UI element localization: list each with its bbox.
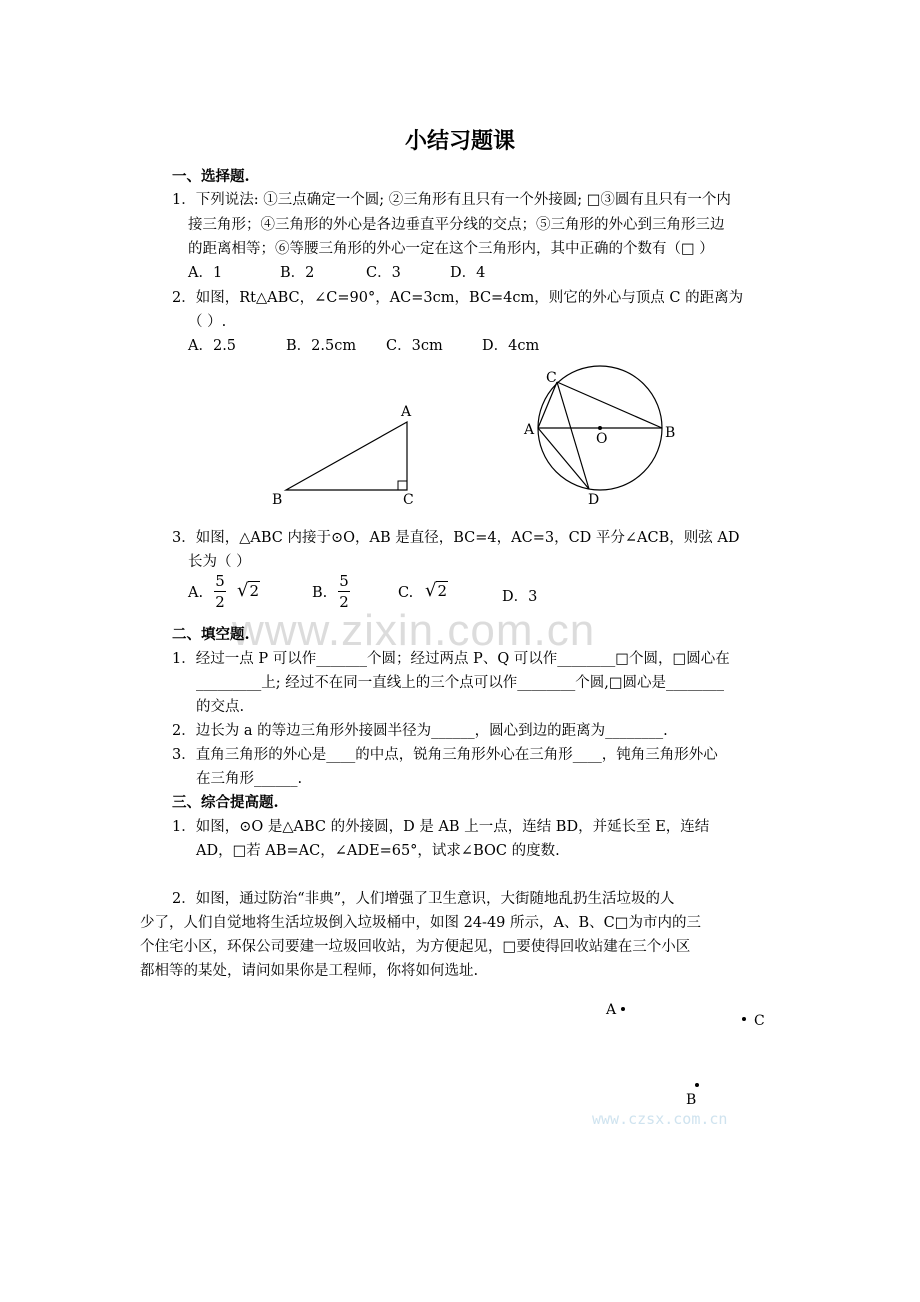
section-heading-comprehensive: 三、综合提高题. xyxy=(172,794,279,811)
page-title: 小结习题课 xyxy=(404,128,515,154)
radicand: 2 xyxy=(249,582,260,600)
fill-q2-line1: 2．边长为 a 的等边三角形外接圆半径为______，圆心到边的距离为________. xyxy=(172,723,668,739)
q1-line1: 1．下列说法: ①三点确定一个圆; ②三角形有且只有一个外接圆; □③圆有且只有一个内 xyxy=(172,192,731,208)
fig1-label-a: A xyxy=(401,404,412,420)
fill-q1-line1: 1．经过一点 P 可以作_______个圆；经过两点 P、Q 可以作________□个圆，□圆心在 xyxy=(172,651,730,667)
fill-q3-line2: 在三角形______. xyxy=(196,771,303,787)
q3-option-d: D．3 xyxy=(502,589,538,605)
fill-q3-line1: 3．直角三角形的外心是____的中点，锐角三角形外心在三角形____，钝角三角形外心 xyxy=(172,747,718,763)
q3-line2: 长为（ ） xyxy=(188,554,251,570)
point-b xyxy=(695,1083,699,1087)
fig2-label-c: C xyxy=(546,370,557,386)
q3-option-c-sqrt xyxy=(425,580,448,601)
fig1-label-c: C xyxy=(403,492,414,508)
comp-q2-line4: 都相等的某处，请问如果你是工程师，你将如何选址. xyxy=(140,963,479,979)
q1-option-d: D．4 xyxy=(450,265,486,281)
fraction-numerator: 5 xyxy=(339,572,349,590)
circle-figure xyxy=(520,362,690,512)
fig2-label-o: O xyxy=(596,431,608,447)
q3-line1: 3．如图，△ABC 内接于⊙O，AB 是直径，BC=4，AC=3，CD 平分∠ACB，则弦 AD xyxy=(172,530,740,546)
right-angle-mark xyxy=(398,481,407,490)
q3-option-b-label: B. xyxy=(312,585,328,601)
fig2-label-b: B xyxy=(665,425,676,441)
comp-q2-line2: 少了，人们自觉地将生活垃圾倒入垃圾桶中，如图 24-49 所示，A、B、C□为市内的三 xyxy=(140,915,701,931)
fill-q1-line3: 的交点. xyxy=(196,699,245,715)
q2-option-c: C．3cm xyxy=(386,338,443,354)
q3-option-a-sqrt xyxy=(237,580,260,601)
fraction-denominator: 2 xyxy=(339,593,349,611)
q2-option-b: B．2.5cm xyxy=(286,338,357,354)
center-point xyxy=(598,426,602,430)
comp-q1-line2: AD，□若 AB=AC，∠ADE=65°，试求∠BOC 的度数. xyxy=(196,843,560,859)
q1-line3: 的距离相等；⑥等腰三角形的外心一定在这个三角形内，其中正确的个数有（□ ） xyxy=(188,241,714,257)
radicand: 2 xyxy=(437,582,448,600)
q1-option-c: C．3 xyxy=(366,265,401,281)
right-triangle-figure xyxy=(260,396,430,514)
points-figure xyxy=(596,996,776,1116)
comp-q1-line1: 1．如图，⊙O 是△ABC 的外接圆，D 是 AB 上一点，连结 BD，并延长至 E，连结 xyxy=(172,819,710,835)
radical-sign: √ xyxy=(237,580,249,601)
section-heading-choice: 一、选择题. xyxy=(172,168,250,185)
fraction-denominator: 2 xyxy=(215,593,225,611)
q2-option-a: A．2.5 xyxy=(188,338,237,354)
q3-option-a-label: A. xyxy=(188,585,204,601)
q2-option-d: D．4cm xyxy=(482,338,540,354)
point-label-a: A xyxy=(606,1002,617,1018)
q2-line1: 2．如图，Rt△ABC，∠C=90°，AC=3cm，BC=4cm，则它的外心与顶点 C 的距离为 xyxy=(172,290,744,306)
watermark: www.zixin.com.cn xyxy=(232,606,596,655)
q3-option-c-label: C. xyxy=(398,585,414,601)
q3-option-a-fraction xyxy=(214,572,226,611)
fraction-bar xyxy=(338,591,350,592)
chord-cb xyxy=(557,382,662,428)
point-c xyxy=(742,1017,746,1021)
fig2-label-a: A xyxy=(524,422,535,438)
triangle-abc xyxy=(286,422,407,490)
q1-option-b: B．2 xyxy=(280,265,315,281)
q1-line2: 接三角形；④三角形的外心是各边垂直平分线的交点；⑤三角形的外心到三角形三边 xyxy=(188,217,725,233)
point-label-b: B xyxy=(686,1092,697,1108)
chord-cd xyxy=(557,382,589,489)
fig1-label-b: B xyxy=(272,492,283,508)
q1-option-a: A．1 xyxy=(188,265,223,281)
point-label-c: C xyxy=(754,1013,765,1029)
q2-line2: （ ）. xyxy=(188,314,227,330)
radical-sign: √ xyxy=(425,580,437,601)
chord-ca xyxy=(538,382,557,428)
fraction-numerator: 5 xyxy=(215,572,225,590)
comp-q2-line1: 2．如图，通过防治“非典”，人们增强了卫生意识，大街随地乱扔生活垃圾的人 xyxy=(172,891,675,907)
point-a xyxy=(621,1007,625,1011)
fill-q1-line2: _________上; 经过不在同一直线上的三个点可以作________个圆,□圆心是________ xyxy=(196,675,725,691)
fraction-bar xyxy=(214,591,226,592)
section-heading-fill: 二、填空题. xyxy=(172,626,250,643)
comp-q2-line3: 个住宅小区，环保公司要建一垃圾回收站，为方便起见，□要使得回收站建在三个小区 xyxy=(140,939,691,955)
fig2-label-d: D xyxy=(588,492,600,508)
watermark-secondary: www.czsx.com.cn xyxy=(592,1110,728,1128)
